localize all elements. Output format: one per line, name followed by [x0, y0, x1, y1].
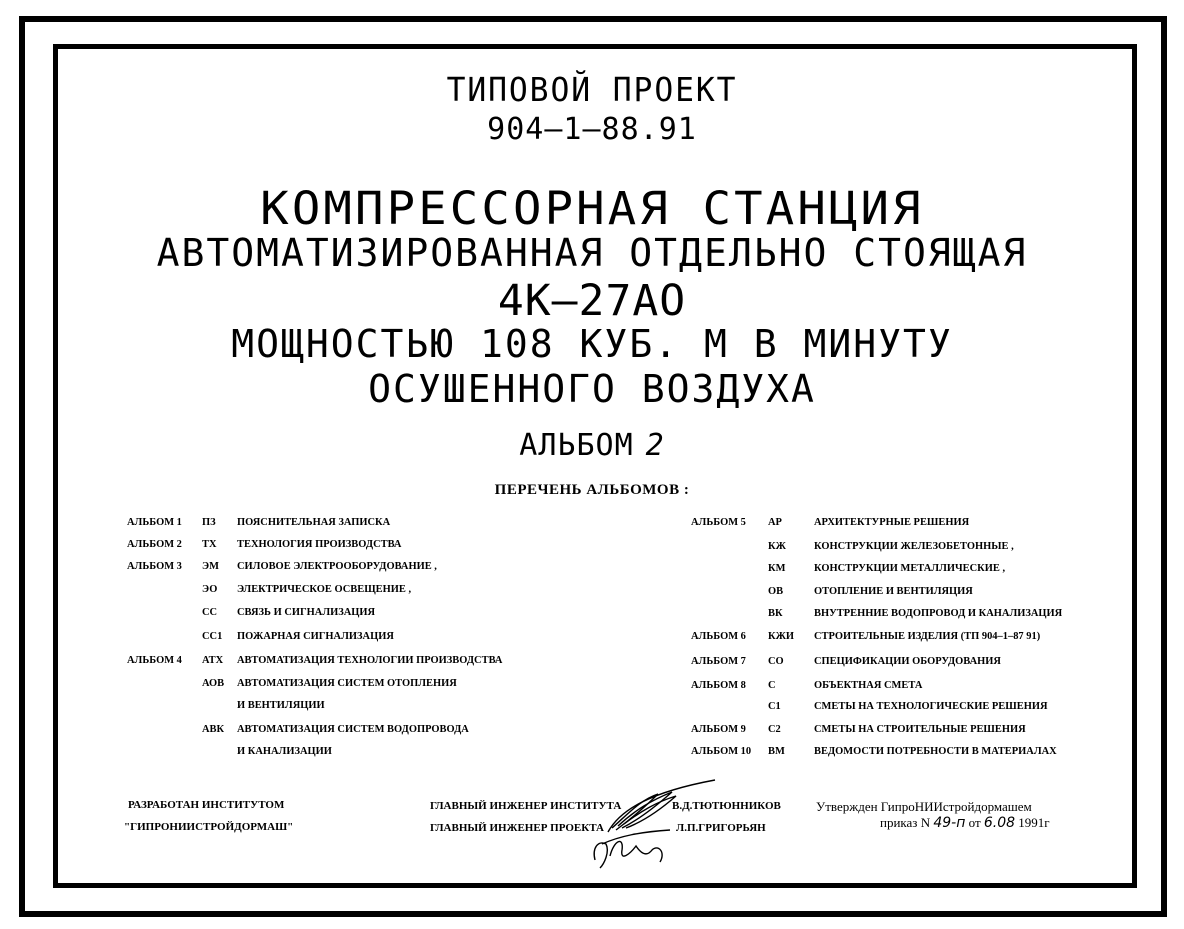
album-description: ПОЯСНИТЕЛЬНАЯ ЗАПИСКА: [237, 516, 391, 528]
album-list-title: ПЕРЕЧЕНЬ АЛЬБОМОВ :: [494, 482, 690, 498]
title-line-1: КОМПРЕССОРНАЯ СТАНЦИЯ: [260, 182, 924, 235]
album-description: АВТОМАТИЗАЦИЯ СИСТЕМ ВОДОПРОВОДА: [237, 723, 469, 735]
album-code: СС: [202, 606, 218, 618]
album-code: ПЗ: [202, 516, 216, 528]
album-number: 2: [645, 428, 665, 463]
album-description: И ВЕНТИЛЯЦИИ: [237, 699, 325, 711]
album-description: КОНСТРУКЦИИ ЖЕЛЕЗОБЕТОННЫЕ ,: [814, 540, 1014, 552]
approved-by: Утвержден ГипроНИИстройдормашем: [816, 799, 1032, 814]
album-code: С2: [768, 723, 781, 735]
album-label: АЛЬБОМ 8: [691, 679, 746, 691]
album-code: КЖИ: [768, 630, 795, 642]
order-from: от: [968, 815, 981, 830]
album-code: ТХ: [202, 538, 217, 550]
project-number: 904–1–88.91: [487, 112, 697, 147]
album-description: АВТОМАТИЗАЦИЯ ТЕХНОЛОГИИ ПРОИЗВОДСТВА: [237, 654, 503, 666]
album-code: СО: [768, 655, 784, 667]
album-description: СТРОИТЕЛЬНЫЕ ИЗДЕЛИЯ (ТП 904–1–87 91): [814, 630, 1041, 642]
album-code: ВМ: [768, 745, 785, 757]
title-line-2: АВТОМАТИЗИРОВАННАЯ ОТДЕЛЬНО СТОЯЩАЯ: [156, 231, 1028, 275]
album-label: АЛЬБОМ 1: [127, 516, 182, 528]
album-description: СПЕЦИФИКАЦИИ ОБОРУДОВАНИЯ: [814, 655, 1001, 667]
institute-name: "ГИПРОНИИСТРОЙДОРМАШ": [124, 821, 294, 833]
order-year: 1991г: [1018, 815, 1050, 830]
signature: [580, 770, 730, 875]
album-code: СС1: [202, 630, 223, 642]
album-description: АРХИТЕКТУРНЫЕ РЕШЕНИЯ: [814, 516, 970, 528]
album-code: ЭО: [202, 583, 218, 595]
album-description: ОБЪЕКТНАЯ СМЕТА: [814, 679, 923, 691]
album-label: АЛЬБОМ 4: [127, 654, 182, 666]
chief-engineer-institute-label: ГЛАВНЫЙ ИНЖЕНЕР ИНСТИТУТА: [430, 800, 622, 812]
order-date: 6.08: [983, 815, 1016, 831]
album-description: КОНСТРУКЦИИ МЕТАЛЛИЧЕСКИЕ ,: [814, 562, 1006, 574]
album-code: С1: [768, 700, 781, 712]
album-description: ЭЛЕКТРИЧЕСКОЕ ОСВЕЩЕНИЕ ,: [237, 583, 412, 595]
album-label: АЛЬБОМ 6: [691, 630, 746, 642]
album-code: АТХ: [202, 654, 224, 666]
inner-frame: [53, 44, 1137, 888]
album-label: АЛЬБОМ 5: [691, 516, 746, 528]
album-description: ТЕХНОЛОГИЯ ПРОИЗВОДСТВА: [237, 538, 402, 550]
developed-by-label: РАЗРАБОТАН ИНСТИТУТОМ: [128, 799, 285, 811]
album-description: ОТОПЛЕНИЕ И ВЕНТИЛЯЦИЯ: [814, 585, 973, 597]
album-description: АВТОМАТИЗАЦИЯ СИСТЕМ ОТОПЛЕНИЯ: [237, 677, 457, 689]
album-label: АЛЬБОМ 2: [127, 538, 182, 550]
album-heading: [0, 428, 1184, 463]
album-code: ОВ: [768, 585, 784, 597]
title-line-4: МОЩНОСТЬЮ 108 КУБ. М В МИНУТУ: [231, 322, 953, 366]
title-line-3: 4К–27АО: [497, 276, 687, 326]
album-code: АОВ: [202, 677, 225, 689]
chief-engineer-project-label: ГЛАВНЫЙ ИНЖЕНЕР ПРОЕКТА: [430, 822, 604, 834]
project-type: ТИПОВОЙ ПРОЕКТ: [446, 70, 738, 109]
album-label: АЛЬБОМ 3: [127, 560, 182, 572]
approval-order: [880, 815, 1050, 831]
album-code: ЭМ: [202, 560, 219, 572]
album-description: СИЛОВОЕ ЭЛЕКТРООБОРУДОВАНИЕ ,: [237, 560, 437, 572]
album-code: КЖ: [768, 540, 786, 552]
album-description: СВЯЗЬ И СИГНАЛИЗАЦИЯ: [237, 606, 376, 618]
album-description: ВЕДОМОСТИ ПОТРЕБНОСТИ В МАТЕРИАЛАХ: [814, 745, 1057, 757]
album-label: АЛЬБОМ 9: [691, 723, 746, 735]
album-description: И КАНАЛИЗАЦИИ: [237, 745, 332, 757]
chief-engineer-project-name: Л.П.ГРИГОРЬЯН: [676, 822, 766, 834]
album-code: ВК: [768, 607, 783, 619]
album-code: АР: [768, 516, 782, 528]
order-number: 49-п: [933, 815, 966, 831]
album-description: ВНУТРЕННИЕ ВОДОПРОВОД И КАНАЛИЗАЦИЯ: [814, 607, 1063, 619]
album-code: КМ: [768, 562, 786, 574]
album-description: ПОЖАРНАЯ СИГНАЛИЗАЦИЯ: [237, 630, 394, 642]
album-label: АЛЬБОМ: [519, 428, 634, 463]
title-line-5: ОСУШЕННОГО ВОЗДУХА: [368, 367, 816, 411]
chief-engineer-institute-name: В.Д.ТЮТЮННИКОВ: [672, 800, 781, 812]
album-description: СМЕТЫ НА СТРОИТЕЛЬНЫЕ РЕШЕНИЯ: [814, 723, 1026, 735]
album-code: С: [768, 679, 776, 691]
album-code: АВК: [202, 723, 225, 735]
album-label: АЛЬБОМ 7: [691, 655, 746, 667]
album-label: АЛЬБОМ 10: [691, 745, 752, 757]
album-description: СМЕТЫ НА ТЕХНОЛОГИЧЕСКИЕ РЕШЕНИЯ: [814, 700, 1048, 712]
order-prefix: приказ N: [880, 815, 931, 830]
